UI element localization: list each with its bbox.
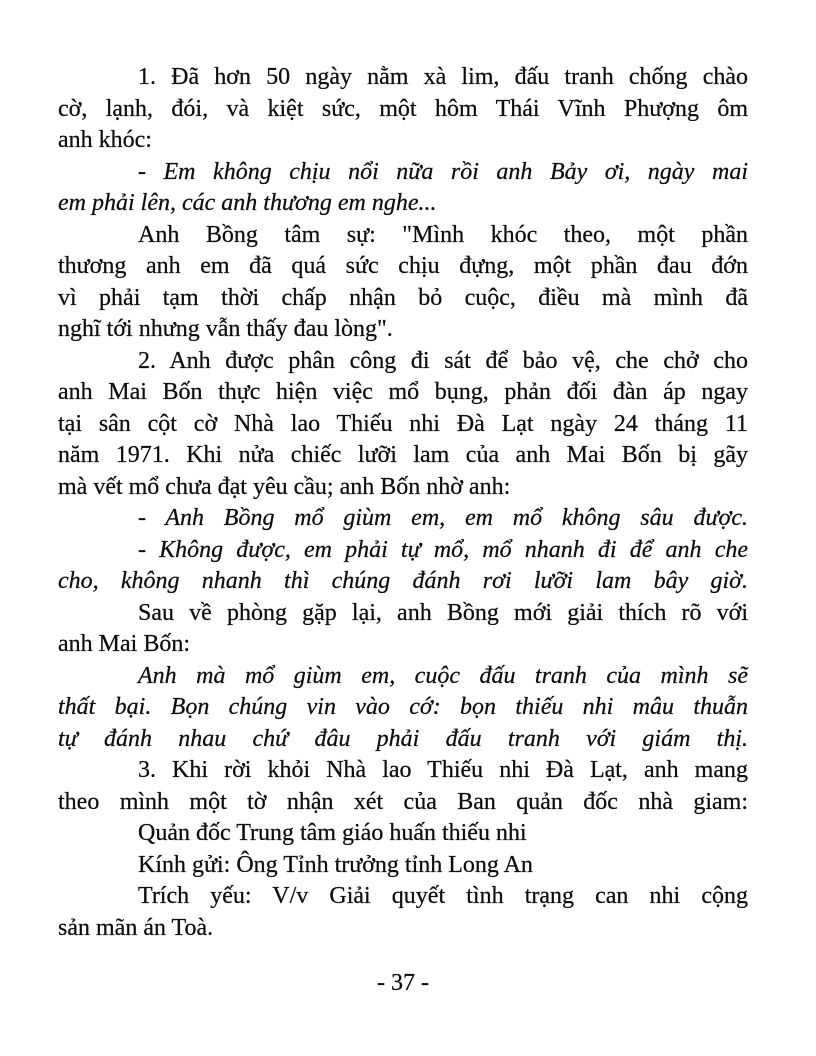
text-line: tự đánh nhau chứ đâu phải đấu tranh với giám thị. bbox=[58, 725, 748, 752]
text-line: - Anh Bồng mổ giùm em, em mổ không sâu được. bbox=[138, 505, 748, 531]
text-line: mà vết mổ chưa đạt yêu cầu; anh Bốn nhờ anh: bbox=[58, 473, 511, 500]
text-line: thương anh em đã quá sức chịu đựng, một phần đau đớn bbox=[58, 253, 748, 279]
page-number: - 37 - bbox=[377, 970, 429, 996]
text-line: Anh Bồng tâm sự: "Mình khóc theo, một phần bbox=[138, 221, 748, 248]
text-line: Kính gửi: Ông Tỉnh trưởng tỉnh Long An bbox=[138, 851, 533, 878]
text-line: anh khóc: bbox=[58, 127, 152, 153]
text-line: anh Mai Bốn thực hiện việc mổ bụng, phản đối đàn áp ngay bbox=[58, 379, 748, 405]
text-line: em phải lên, các anh thương em nghe... bbox=[58, 190, 437, 216]
text-line: nghĩ tới nhưng vẫn thấy đau lòng". bbox=[58, 316, 393, 342]
text-line: - Không được, em phải tự mổ, mổ nhanh đi để anh che bbox=[138, 536, 748, 563]
text-line: - Em không chịu nổi nữa rồi anh Bảy ơi, ngày mai bbox=[138, 158, 748, 185]
text-line: sản mãn án Toà. bbox=[58, 914, 214, 941]
text-line: anh Mai Bốn: bbox=[58, 631, 190, 657]
text-line: 2. Anh được phân công đi sát để bảo vệ, che chở cho bbox=[138, 347, 748, 374]
text-line: Anh mà mổ giùm em, cuộc đấu tranh của mình sẽ bbox=[138, 662, 748, 689]
text-line: Trích yếu: V/v Giải quyết tình trạng can nhi cộng bbox=[138, 883, 748, 909]
text-line: theo mình một tờ nhận xét của Ban quản đốc nhà giam: bbox=[58, 788, 748, 815]
text-line: thất bại. Bọn chúng vin vào cớ: bọn thiếu nhi mâu thuẫn bbox=[58, 694, 748, 720]
text-line: vì phải tạm thời chấp nhận bỏ cuộc, điều mà mình đã bbox=[58, 284, 748, 311]
text-line: 3. Khi rời khỏi Nhà lao Thiếu nhi Đà Lạt, anh mang bbox=[138, 757, 748, 783]
text-line: Quản đốc Trung tâm giáo huấn thiếu nhi bbox=[138, 820, 527, 846]
text-line: tại sân cột cờ Nhà lao Thiếu nhi Đà Lạt ngày 24 tháng 11 bbox=[58, 410, 748, 437]
text-line: năm 1971. Khi nửa chiếc lưỡi lam của anh Mai Bốn bị gãy bbox=[58, 442, 748, 468]
text-line: cho, không nhanh thì chúng đánh rơi lưỡi lam bây giờ. bbox=[58, 568, 748, 594]
text-line: 1. Đã hơn 50 ngày nằm xà lim, đấu tranh chống chào bbox=[138, 64, 748, 90]
text-line: cờ, lạnh, đói, và kiệt sức, một hôm Thái Vĩnh Phượng ôm bbox=[58, 95, 748, 122]
page-body bbox=[58, 62, 748, 944]
text-line: Sau về phòng gặp lại, anh Bồng mới giải thích rõ với bbox=[138, 599, 748, 626]
